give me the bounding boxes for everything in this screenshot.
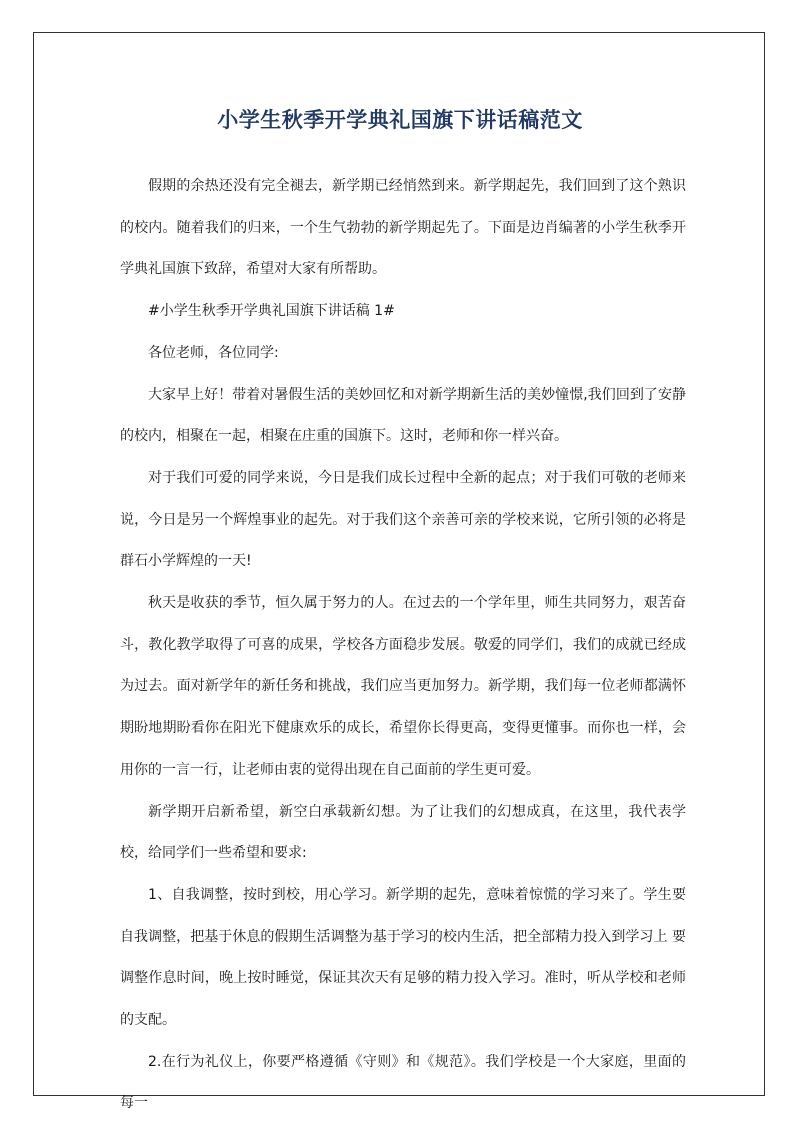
paragraph-section-heading: #小学生秋季开学典礼国旗下讲话稿 1# (148, 303, 395, 320)
paragraph-requirement-1: 1、自我调整，按时到校，用心学习。新学期的起先，意味着惊慌的学习来了。学生要自我调整，把基于休息的假期生活调整为基于学习的校内生活，把全部精力投入到学习上 要调整作息时间，晚上按时睡觉，保证其次天有足够的精力投入学习。准时，听从学校和老师的支配。 (120, 886, 686, 1029)
paragraph-new-start: 对于我们可爱的同学来说，今日是我们成长过程中全新的起点；对于我们可敬的老师来说，今日是另一个辉煌事业的起先。对于我们这个亲善可亲的学校来说，它所引领的必将是群石小学辉煌的一天! (120, 469, 686, 570)
paragraph-requirement-2: 2.在行为礼仪上，你要严格遵循《守则》和《规范》。我们学校是一个大家庭，里面的每一 (120, 1053, 686, 1112)
document-body (120, 166, 686, 1125)
paragraph-autumn: 秋天是收获的季节，恒久属于努力的人。在过去的一个学年里，师生共同努力，艰苦奋斗，教化教学取得了可喜的成果，学校各方面稳步发展。敬爱的同学们，我们的成就已经成为过去。面对新学年的新任务和挑战，我们应当更加努力。新学期，我们每一位老师都满怀期盼地期盼看你在阳光下健康欢乐的成长，希望你长得更高，变得更懂事。而你也一样，会用你的一言一行，让老师由衷的觉得出现在自己面前的学生更可爱。 (120, 595, 686, 778)
paragraph-intro: 假期的余热还没有完全褪去，新学期已经悄然到来。新学期起先，我们回到了这个熟识的校内。随着我们的归来，一个生气勃勃的新学期起先了。下面是边肖编著的小学生秋季开学典礼国旗下致辞，希望对大家有所帮助。 (120, 178, 686, 278)
paragraph-greeting: 大家早上好！带着对暑假生活的美妙回忆和对新学期新生活的美妙憧憬,我们回到了安静的校内，相聚在一起，相聚在庄重的国旗下。这时，老师和你一样兴奋。 (120, 386, 686, 445)
document-title: 小学生秋季开学典礼国旗下讲话稿范文 (217, 108, 583, 132)
paragraph-hopes: 新学期开启新希望，新空白承载新幻想。为了让我们的幻想成真，在这里，我代表学校，给同学们一些希望和要求: (120, 803, 686, 862)
paragraph-salutation: 各位老师，各位同学: (148, 344, 279, 361)
